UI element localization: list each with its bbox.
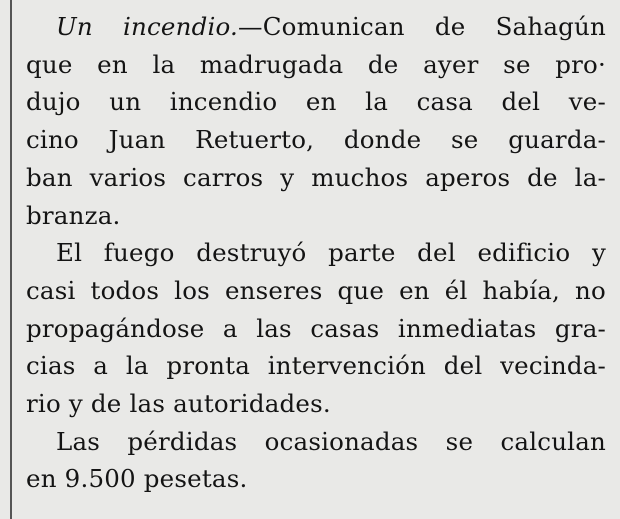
article-line: rio y de las autoridades. (26, 389, 331, 419)
news-article (26, 8, 606, 498)
article-line: Las pérdidas ocasionadas se calculan (56, 426, 606, 456)
paragraph-3 (26, 423, 606, 498)
article-headline: Un incendio. (56, 12, 238, 41)
article-line: casi todos los enseres que en él había, no (26, 275, 606, 305)
article-line: que en la madrugada de ayer se pro· (26, 49, 606, 79)
article-line: ban varios carros y muchos aperos de la- (26, 162, 606, 192)
article-line: cias a la pronta intervención del vecinda- (26, 351, 606, 381)
article-line: en 9.500 pesetas. (26, 464, 248, 494)
paragraph-2 (26, 234, 606, 423)
article-line: El fuego destruyó parte del edificio y (56, 238, 606, 268)
article-line: dujo un incendio en la casa del ve- (26, 87, 606, 117)
article-line: branza. (26, 200, 121, 230)
line-text: —Comunican de Sahagún (238, 12, 606, 41)
article-line (26, 8, 606, 46)
article-line: propagándose a las casas inmediatas gra- (26, 313, 606, 343)
column-rule (10, 0, 12, 519)
paragraph-1 (26, 8, 606, 234)
article-line: cino Juan Retuerto, donde se guarda- (26, 125, 606, 155)
